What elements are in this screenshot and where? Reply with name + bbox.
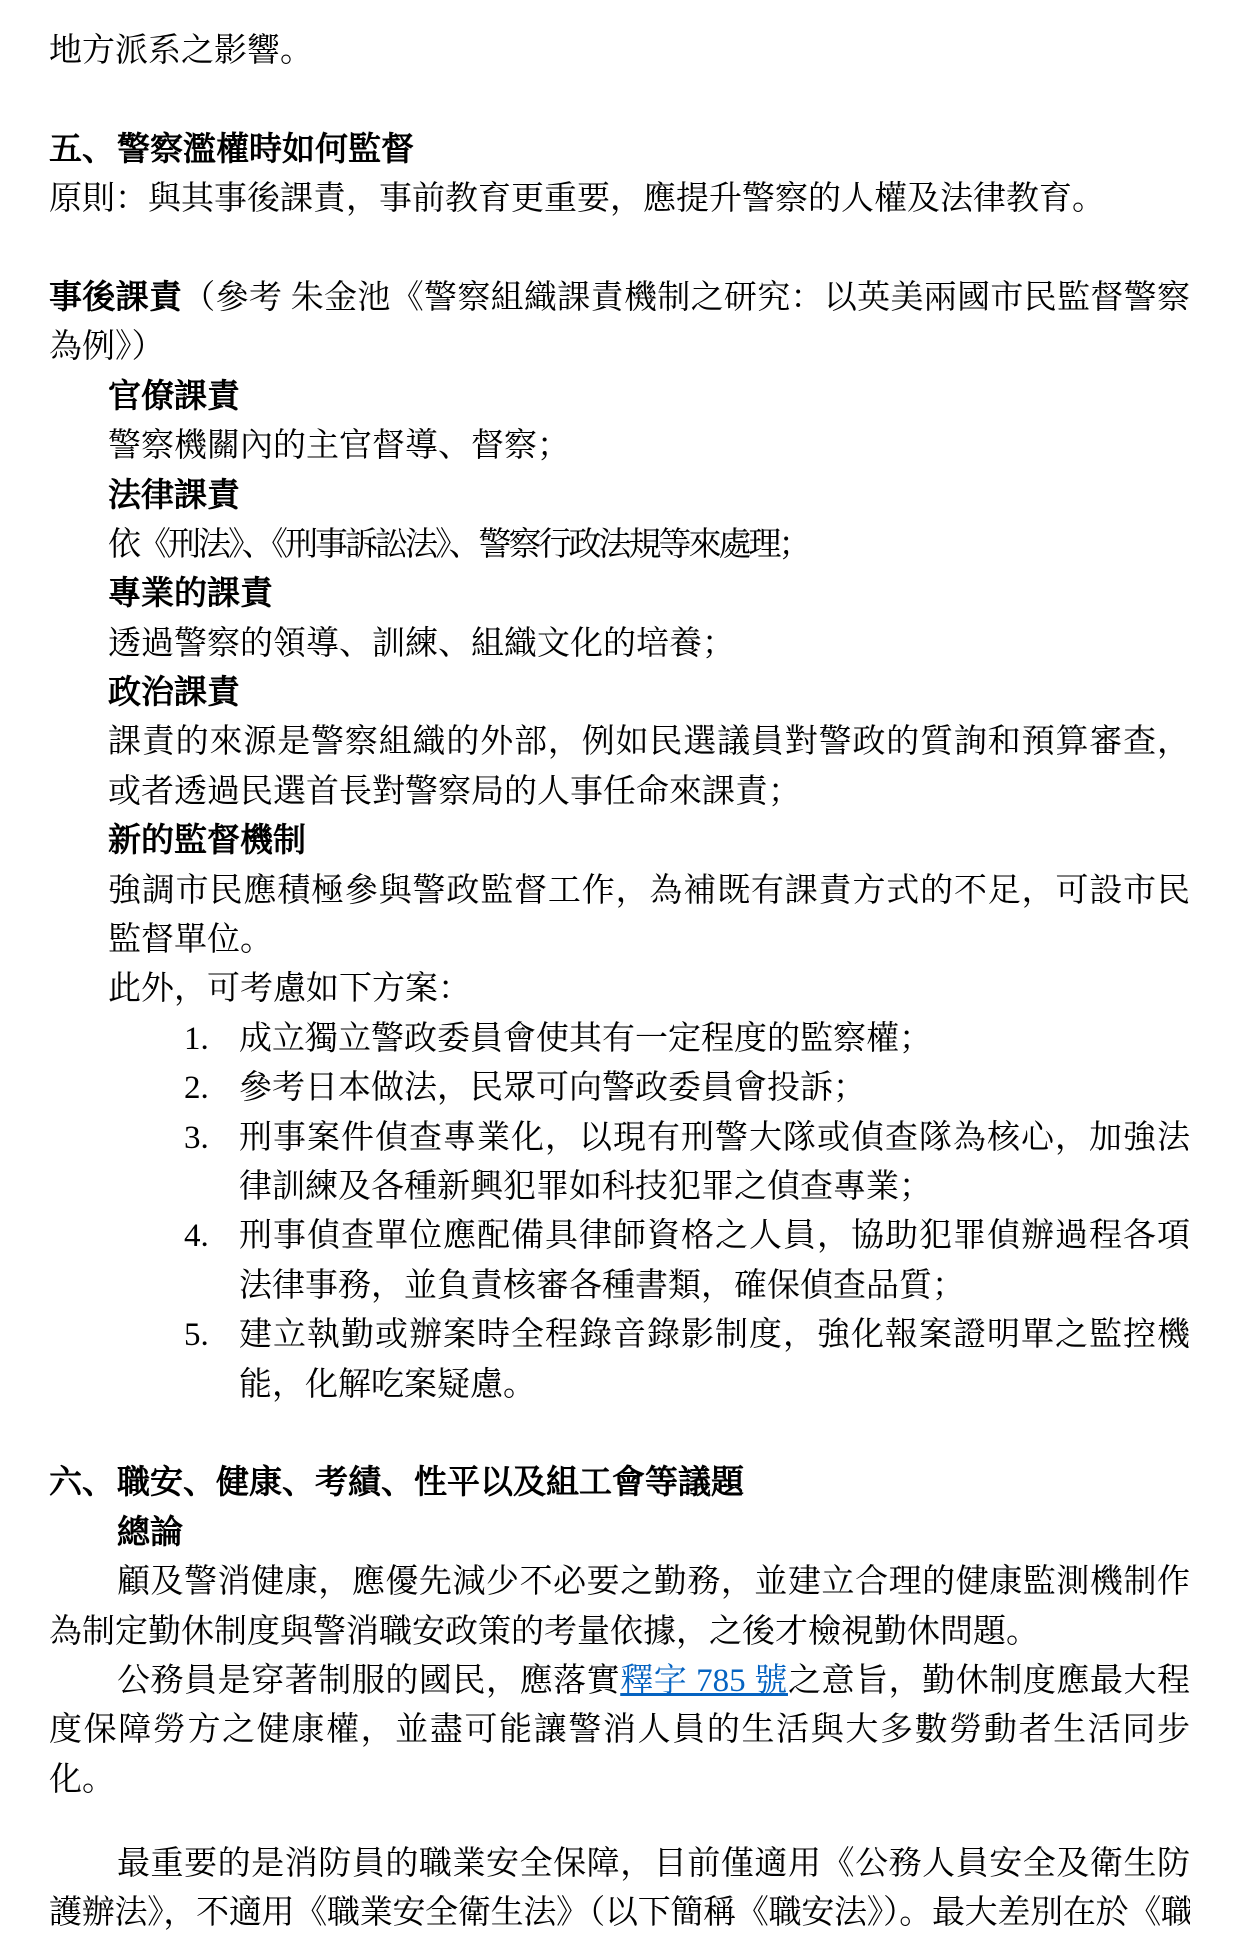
section-6-number: 六、	[49, 1465, 115, 1502]
proposal-item-3	[184, 1114, 1190, 1163]
overview-heading: 總論	[117, 1514, 183, 1551]
paragraph-spacing	[0, 1805, 1254, 1840]
ruling-785-link[interactable]: 釋字 785 號	[620, 1662, 788, 1699]
section-5-heading	[49, 126, 1190, 175]
proposal-text: 成立獨立警政委員會使其有一定程度的監察權；	[239, 1020, 932, 1057]
proposal-item-5	[184, 1311, 1190, 1360]
new-oversight-text-continued: 監督單位。	[108, 922, 273, 959]
paragraph-text: 公務員是穿著制服的國民，應落實	[117, 1662, 621, 1699]
firefighter-safety-paragraph-line: 護辦法》，不適用《職業安全衛生法》（以下簡稱《職安法》）。最大差別在於《職	[49, 1895, 1190, 1932]
firefighter-safety-paragraph-line: 最重要的是消防員的職業安全保障，目前僅適用《公務人員安全及衛生防	[117, 1845, 1190, 1882]
post-accountability-label: 事後課責	[49, 279, 183, 316]
paragraph-text: 之意旨，勤休制度應最大程	[787, 1662, 1190, 1699]
blank-line	[0, 76, 1254, 125]
section-6-heading	[49, 1459, 1190, 1508]
proposal-number: 2.	[184, 1070, 209, 1107]
proposal-text: 刑事案件偵查專業化，以現有刑警大隊或偵查隊為核心，加強法	[239, 1119, 1190, 1156]
proposals-intro: 此外，可考慮如下方案：	[108, 971, 471, 1008]
new-oversight-heading: 新的監督機制	[108, 823, 306, 860]
proposal-item-2	[184, 1064, 1190, 1113]
legal-accountability-text: 依《刑法》、《刑事訴訟法》、警察行政法規等來處理；	[108, 526, 809, 563]
principle-text: 原則：與其事後課責，事前教育更重要，應提升警察的人權及法律教育。	[49, 181, 1105, 218]
proposal-text-continued: 法律事務，並負責核審各種書類，確保偵查品質；	[239, 1267, 965, 1304]
political-accountability-text: 課責的來源是警察組織的外部，例如民選議員對警政的質詢和預算審查，	[108, 724, 1190, 761]
health-paragraph-line: 顧及警消健康，應優先減少不必要之勤務，並建立合理的健康監測機制作	[117, 1564, 1190, 1601]
health-paragraph-line: 為制定勤休制度與警消職安政策的考量依據，之後才檢視勤休問題。	[49, 1613, 1039, 1650]
political-accountability-text-continued: 或者透過民選首長對警察局的人事任命來課責；	[108, 773, 801, 810]
professional-accountability-heading: 專業的課責	[108, 576, 273, 613]
civil-servant-paragraph-line	[117, 1657, 1190, 1706]
new-oversight-text: 強調市民應積極參與警政監督工作，為補既有課責方式的不足，可設市民	[108, 872, 1190, 909]
civil-servant-paragraph-line: 化。	[49, 1761, 115, 1798]
proposal-number: 3.	[184, 1119, 209, 1156]
bureaucratic-accountability-text: 警察機關內的主官督導、督察；	[108, 428, 570, 465]
proposal-item-4	[184, 1212, 1190, 1261]
proposal-number: 4.	[184, 1218, 209, 1255]
reference-text-continued: 為例》）	[49, 329, 165, 366]
proposal-text: 刑事偵查單位應配備具律師資格之人員，協助犯罪偵辦過程各項	[239, 1218, 1190, 1255]
reference-text: （參考 朱金池《警察組織課責機制之研究：以英美兩國市民監督警察	[182, 279, 1190, 316]
proposal-text: 建立執勤或辦案時全程錄音錄影制度，強化報案證明單之監控機	[239, 1317, 1190, 1354]
proposal-text-continued: 律訓練及各種新興犯罪如科技犯罪之偵查專業；	[239, 1168, 932, 1205]
bureaucratic-accountability-heading: 官僚課責	[108, 378, 240, 415]
blank-line	[0, 225, 1254, 274]
political-accountability-heading: 政治課責	[108, 675, 240, 712]
proposal-number: 5.	[184, 1317, 209, 1354]
legal-accountability-heading: 法律課責	[108, 477, 240, 514]
blank-line	[0, 1410, 1254, 1459]
proposal-item-1	[184, 1015, 1190, 1064]
section-6-title: 職安、健康、考績、性平以及組工會等議題	[117, 1465, 744, 1502]
section-5-title: 警察濫權時如何監督	[117, 131, 414, 168]
proposal-number: 1.	[184, 1020, 209, 1057]
professional-accountability-text: 透過警察的領導、訓練、組織文化的培養；	[108, 625, 735, 662]
proposal-text: 參考日本做法，民眾可向警政委員會投訴；	[239, 1070, 866, 1107]
proposal-text-continued: 能，化解吃案疑慮。	[239, 1366, 536, 1403]
post-accountability-line	[49, 274, 1190, 323]
intro-tail-text: 地方派系之影響。	[49, 33, 313, 69]
section-5-number: 五、	[49, 131, 115, 168]
civil-servant-paragraph-line: 度保障勞方之健康權，並盡可能讓警消人員的生活與大多數勞動者生活同步	[49, 1712, 1190, 1749]
